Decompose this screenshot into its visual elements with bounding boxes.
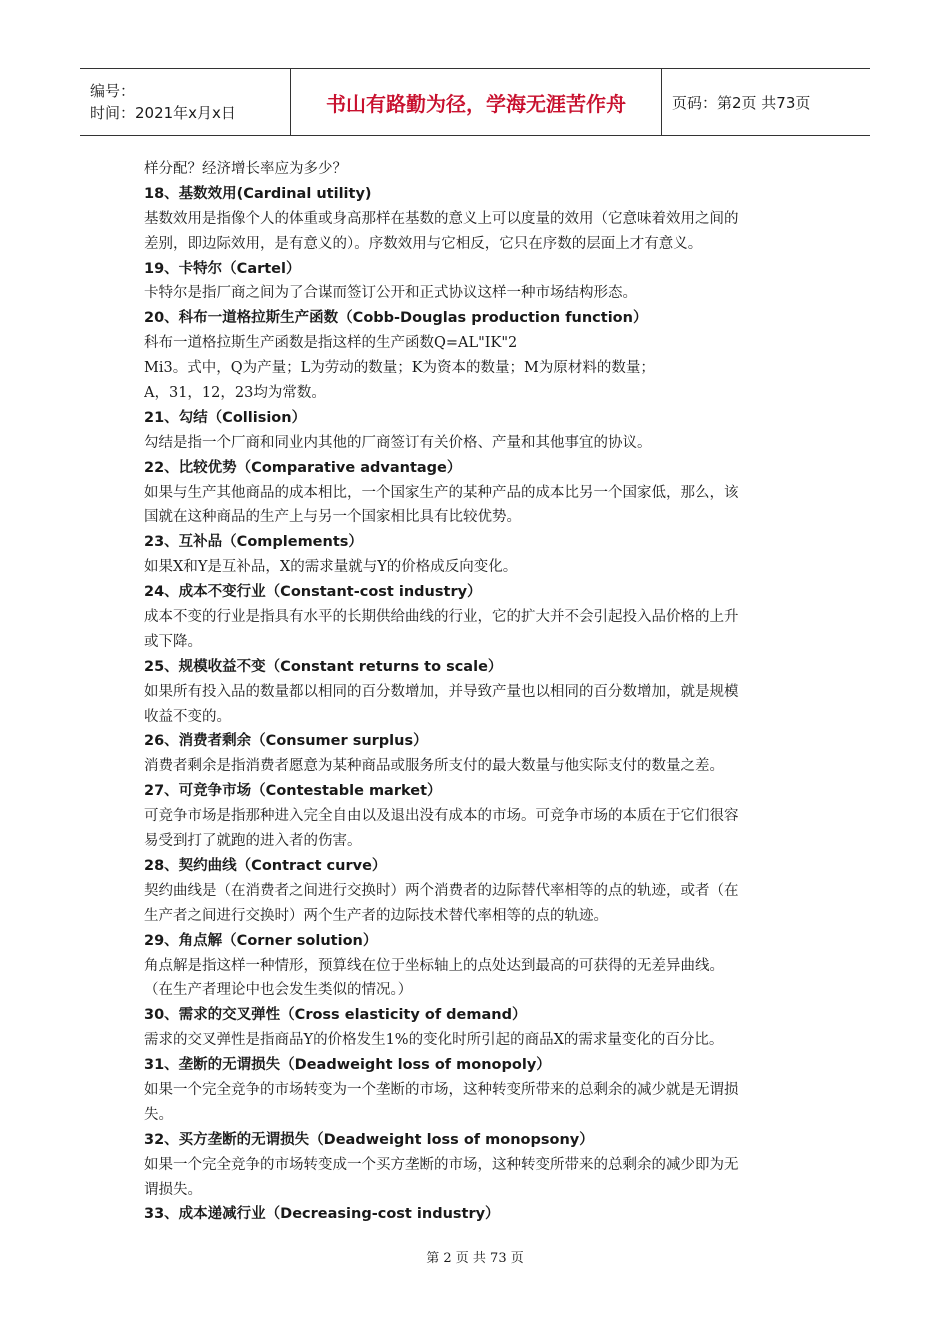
motto: 书山有路勤为径，学海无涯苦作舟: [291, 69, 662, 136]
paragraph-line: 易受到打了就跑的进入者的伤害。: [144, 833, 362, 850]
paragraph-line: 如果与生产其他商品的成本相比，一个国家生产的某种产品的成本比另一个国家低，那么，该: [144, 484, 739, 501]
term-heading: 22、比较优势（Comparative advantage）: [144, 459, 462, 476]
number-label: 编号：: [90, 82, 136, 100]
paragraph-line: 如果所有投入品的数量都以相同的百分数增加，并导致产量也以相同的百分数增加，就是规模: [144, 683, 739, 700]
page-header: [80, 68, 870, 136]
document-body: [144, 157, 804, 1227]
paragraph-line: 收益不变的。: [144, 708, 231, 725]
paragraph-line: A，31，12，23均为常数。: [144, 385, 326, 402]
term-heading: 19、卡特尔（Cartel）: [144, 260, 301, 277]
paragraph-line: 失。: [144, 1106, 173, 1123]
header-info-cell: [80, 69, 291, 136]
term-heading: 31、垄断的无谓损失（Deadweight loss of monopoly）: [144, 1057, 551, 1074]
paragraph-line: 如果X和Y是互补品，X的需求量就与Y的价格成反向变化。: [144, 559, 518, 576]
paragraph-line: 消费者剩余是指消费者愿意为某种商品或服务所支付的最大数量与他实际支付的数量之差。: [144, 758, 724, 775]
term-heading: 29、角点解（Corner solution）: [144, 932, 378, 949]
term-heading: 33、成本递减行业（Decreasing-cost industry）: [144, 1206, 500, 1223]
term-heading: 25、规模收益不变（Constant returns to scale）: [144, 658, 503, 675]
paragraph-line: 角点解是指这样一种情形，预算线在位于坐标轴上的点处达到最高的可获得的无差异曲线。: [144, 957, 724, 974]
paragraph-line: 差别，即边际效用，是有意义的）。序数效用与它相反，它只在序数的层面上才有意义。: [144, 235, 703, 252]
term-heading: 28、契约曲线（Contract curve）: [144, 857, 387, 874]
paragraph-line: （在生产者理论中也会发生类似的情况。）: [144, 982, 413, 999]
paragraph-line: 谓损失。: [144, 1181, 202, 1198]
paragraph-line: 国就在这种商品的生产上与另一个国家相比具有比较优势。: [144, 509, 521, 526]
paragraph-line: 科布一道格拉斯生产函数是指这样的生产函数Q=AL"IK"2: [144, 335, 518, 352]
term-heading: 27、可竞争市场（Contestable market）: [144, 783, 442, 800]
paragraph-line: 样分配？经济增长率应为多少？: [144, 161, 347, 177]
page-footer: 第 2 页 共 73 页: [426, 1251, 524, 1266]
term-heading: 21、勾结（Collision）: [144, 409, 307, 426]
paragraph-line: 如果一个完全竞争的市场转变成一个买方垄断的市场，这种转变所带来的总剩余的减少即为无: [144, 1156, 739, 1173]
term-heading: 26、消费者剩余（Consumer surplus）: [144, 733, 428, 750]
paragraph-line: 基数效用是指像个人的体重或身高那样在基数的意义上可以度量的效用（它意味着效用之间的: [144, 210, 739, 227]
paragraph-line: 勾结是指一个厂商和同业内其他的厂商签订有关价格、产量和其他事宜的协议。: [144, 434, 652, 451]
term-heading: 32、买方垄断的无谓损失（Deadweight loss of monopsony）: [144, 1131, 594, 1148]
paragraph-line: 成本不变的行业是指具有水平的长期供给曲线的行业，它的扩大并不会引起投入品价格的上升: [144, 609, 739, 626]
term-heading: 18、基数效用(Cardinal utility): [144, 185, 372, 202]
paragraph-line: 可竞争市场是指那种进入完全自由以及退出没有成本的市场。可竞争市场的本质在于它们很容: [144, 808, 739, 825]
paragraph-line: 生产者之间进行交换时）两个生产者的边际技术替代率相等的点的轨迹。: [144, 907, 608, 924]
paragraph-line: 或下降。: [144, 633, 202, 650]
term-heading: 23、互补品（Complements）: [144, 534, 363, 551]
term-heading: 24、成本不变行业（Constant-cost industry）: [144, 584, 482, 601]
paragraph-line: Mi3。式中，Q为产量；L为劳动的数量；K为资本的数量；M为原材料的数量；: [144, 360, 655, 377]
page-indicator: 页码：第2页 共73页: [662, 69, 871, 136]
paragraph-line: 如果一个完全竞争的市场转变为一个垄断的市场，这种转变所带来的总剩余的减少就是无谓损: [144, 1081, 739, 1098]
paragraph-line: 需求的交叉弹性是指商品Y的价格发生1%的变化时所引起的商品X的需求量变化的百分比。: [144, 1032, 724, 1049]
term-heading: 30、需求的交叉弹性（Cross elasticity of demand）: [144, 1007, 527, 1024]
date-label: 时间：2021年x月x日: [90, 104, 236, 122]
paragraph-line: 契约曲线是（在消费者之间进行交换时）两个消费者的边际替代率相等的点的轨迹，或者（在: [144, 882, 739, 899]
term-heading: 20、科布一道格拉斯生产函数（Cobb-Douglas production function）: [144, 310, 648, 327]
paragraph-line: 卡特尔是指厂商之间为了合谋而签订公开和正式协议这样一种市场结构形态。: [144, 285, 637, 302]
